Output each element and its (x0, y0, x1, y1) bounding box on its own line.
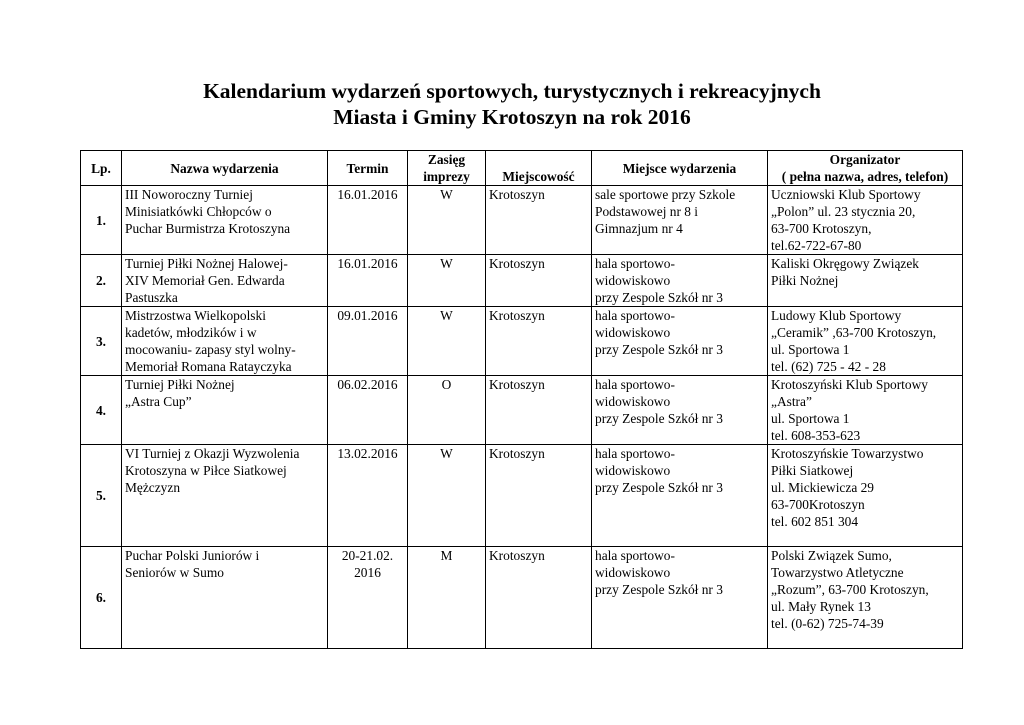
event-date-line: 16.01.2016 (337, 187, 398, 202)
event-date-line: 06.02.2016 (337, 377, 398, 392)
event-organizer-line: 63-700Krotoszyn (771, 497, 865, 512)
event-range: M (408, 547, 486, 649)
event-range: W (408, 255, 486, 307)
event-place (592, 255, 768, 307)
row-number: 3. (81, 307, 122, 376)
event-date (328, 445, 408, 547)
event-organizer (768, 376, 963, 445)
event-organizer-line: „Polon” ul. 23 stycznia 20, (771, 204, 916, 219)
header-range (408, 151, 486, 186)
event-organizer-line: tel. 602 851 304 (771, 514, 859, 529)
event-name-line: Krotoszyna w Piłce Siatkowej (125, 463, 287, 478)
event-name-line: Mistrzostwa Wielkopolski (125, 308, 266, 323)
event-city: Krotoszyn (486, 547, 592, 649)
event-name-line: VI Turniej z Okazji Wyzwolenia (125, 446, 300, 461)
event-place (592, 547, 768, 649)
row-number: 6. (81, 547, 122, 649)
event-name-line: Pastuszka (125, 290, 178, 305)
event-name-line: Turniej Piłki Nożnej Halowej- (125, 256, 288, 271)
header-date: Termin (328, 151, 408, 186)
event-place-line: przy Zespole Szkół nr 3 (595, 480, 723, 495)
event-place (592, 376, 768, 445)
title-line-2: Miasta i Gminy Krotoszyn na rok 2016 (333, 105, 691, 129)
event-date (328, 307, 408, 376)
header-organizer-line-2: ( pełna nazwa, adres, telefon) (781, 169, 949, 184)
event-name-line: XIV Memoriał Gen. Edwarda (125, 273, 285, 288)
table-row (81, 445, 963, 547)
header-range-line-1: Zasięg (427, 152, 466, 167)
event-range: O (408, 376, 486, 445)
table-row (81, 547, 963, 649)
header-range-line-2: imprezy (423, 169, 470, 184)
row-number: 2. (81, 255, 122, 307)
event-name-line: Memoriał Romana Ratayczyka (125, 359, 292, 374)
event-organizer-line: Krotoszyńskie Towarzystwo (771, 446, 924, 461)
table-row (81, 307, 963, 376)
event-organizer-line: ul. Mickiewicza 29 (771, 480, 874, 495)
event-organizer (768, 255, 963, 307)
header-organizer (768, 151, 963, 186)
event-range: W (408, 445, 486, 547)
event-name-line: kadetów, młodzików i w (125, 325, 257, 340)
event-name-line: Puchar Burmistrza Krotoszyna (125, 221, 291, 236)
event-date-line: 16.01.2016 (337, 256, 398, 271)
title-line-1: Kalendarium wydarzeń sportowych, turystycznych i rekreacyjnych (203, 79, 821, 103)
event-range: W (408, 186, 486, 255)
event-organizer-line: Towarzystwo Atletyczne (771, 565, 904, 580)
event-place-line: hala sportowo- (595, 377, 675, 392)
event-place-line: hala sportowo- (595, 548, 675, 563)
event-place-line: hala sportowo- (595, 446, 675, 461)
event-name (122, 445, 328, 547)
event-date-line: 20-21.02. (341, 548, 394, 563)
event-place-line: przy Zespole Szkół nr 3 (595, 582, 723, 597)
event-organizer (768, 445, 963, 547)
event-place (592, 186, 768, 255)
event-organizer-line: Uczniowski Klub Sportowy (771, 187, 921, 202)
event-name-line: mocowaniu- zapasy styl wolny- (125, 342, 296, 357)
event-date (328, 376, 408, 445)
event-date-line: 2016 (354, 565, 381, 580)
event-name-line: Minisiatkówki Chłopców o (125, 204, 272, 219)
row-number: 1. (81, 186, 122, 255)
event-organizer (768, 547, 963, 649)
event-city: Krotoszyn (486, 255, 592, 307)
event-organizer-line: „Astra” (771, 394, 812, 409)
event-organizer-line: Krotoszyński Klub Sportowy (771, 377, 928, 392)
event-place-line: przy Zespole Szkół nr 3 (595, 290, 723, 305)
event-organizer-line: tel. (0-62) 725-74-39 (771, 616, 884, 631)
event-organizer-line: Piłki Nożnej (771, 273, 839, 288)
event-date-line: 09.01.2016 (337, 308, 398, 323)
event-place-line: widowiskowo (595, 394, 671, 409)
event-organizer (768, 307, 963, 376)
event-name (122, 307, 328, 376)
event-organizer-line: Kaliski Okręgowy Związek (771, 256, 919, 271)
event-place-line: Podstawowej nr 8 i (595, 204, 699, 219)
event-date (328, 547, 408, 649)
event-place-line: przy Zespole Szkół nr 3 (595, 411, 723, 426)
event-name (122, 186, 328, 255)
document-title (0, 78, 1024, 130)
event-place-line: widowiskowo (595, 565, 671, 580)
row-number: 5. (81, 445, 122, 547)
event-organizer-line: Ludowy Klub Sportowy (771, 308, 902, 323)
header-row (81, 151, 963, 186)
event-organizer-line: tel.62-722-67-80 (771, 238, 862, 253)
table-row (81, 376, 963, 445)
event-city: Krotoszyn (486, 445, 592, 547)
event-date-line: 13.02.2016 (337, 446, 398, 461)
event-name-line: „Astra Cup” (125, 394, 192, 409)
events-table (80, 150, 963, 649)
event-date (328, 186, 408, 255)
event-name-line: Turniej Piłki Nożnej (125, 377, 235, 392)
event-name-line: Seniorów w Sumo (125, 565, 224, 580)
event-place-line: przy Zespole Szkół nr 3 (595, 342, 723, 357)
event-place-line: Gimnazjum nr 4 (595, 221, 683, 236)
header-place: Miejsce wydarzenia (592, 151, 768, 186)
table-row (81, 186, 963, 255)
event-city: Krotoszyn (486, 307, 592, 376)
header-lp: Lp. (81, 151, 122, 186)
event-date (328, 255, 408, 307)
event-place (592, 307, 768, 376)
event-place-line: hala sportowo- (595, 308, 675, 323)
table-row (81, 255, 963, 307)
header-organizer-line-1: Organizator (829, 152, 901, 167)
event-range: W (408, 307, 486, 376)
event-organizer-line: tel. 608-353-623 (771, 428, 861, 443)
event-city: Krotoszyn (486, 186, 592, 255)
row-number: 4. (81, 376, 122, 445)
event-place-line: sale sportowe przy Szkole (595, 187, 736, 202)
event-name (122, 376, 328, 445)
event-organizer-line: 63-700 Krotoszyn, (771, 221, 872, 236)
header-name: Nazwa wydarzenia (122, 151, 328, 186)
event-place-line: widowiskowo (595, 325, 671, 340)
event-name-line: III Noworoczny Turniej (125, 187, 253, 202)
event-organizer-line: Piłki Siatkowej (771, 463, 854, 478)
event-organizer-line: ul. Mały Rynek 13 (771, 599, 871, 614)
event-organizer-line: „Rozum”, 63-700 Krotoszyn, (771, 582, 929, 597)
event-organizer-line: Polski Związek Sumo, (771, 548, 892, 563)
header-city: Miejscowość (486, 151, 592, 186)
event-city: Krotoszyn (486, 376, 592, 445)
event-name (122, 547, 328, 649)
event-organizer (768, 186, 963, 255)
event-place (592, 445, 768, 547)
event-place-line: widowiskowo (595, 463, 671, 478)
event-organizer-line: ul. Sportowa 1 (771, 342, 850, 357)
event-place-line: hala sportowo- (595, 256, 675, 271)
event-organizer-line: „Ceramik” ,63-700 Krotoszyn, (771, 325, 937, 340)
event-name-line: Mężczyzn (125, 480, 181, 495)
event-place-line: widowiskowo (595, 273, 671, 288)
event-organizer-line: tel. (62) 725 - 42 - 28 (771, 359, 886, 374)
event-organizer-line: ul. Sportowa 1 (771, 411, 850, 426)
event-name (122, 255, 328, 307)
event-name-line: Puchar Polski Juniorów i (125, 548, 260, 563)
